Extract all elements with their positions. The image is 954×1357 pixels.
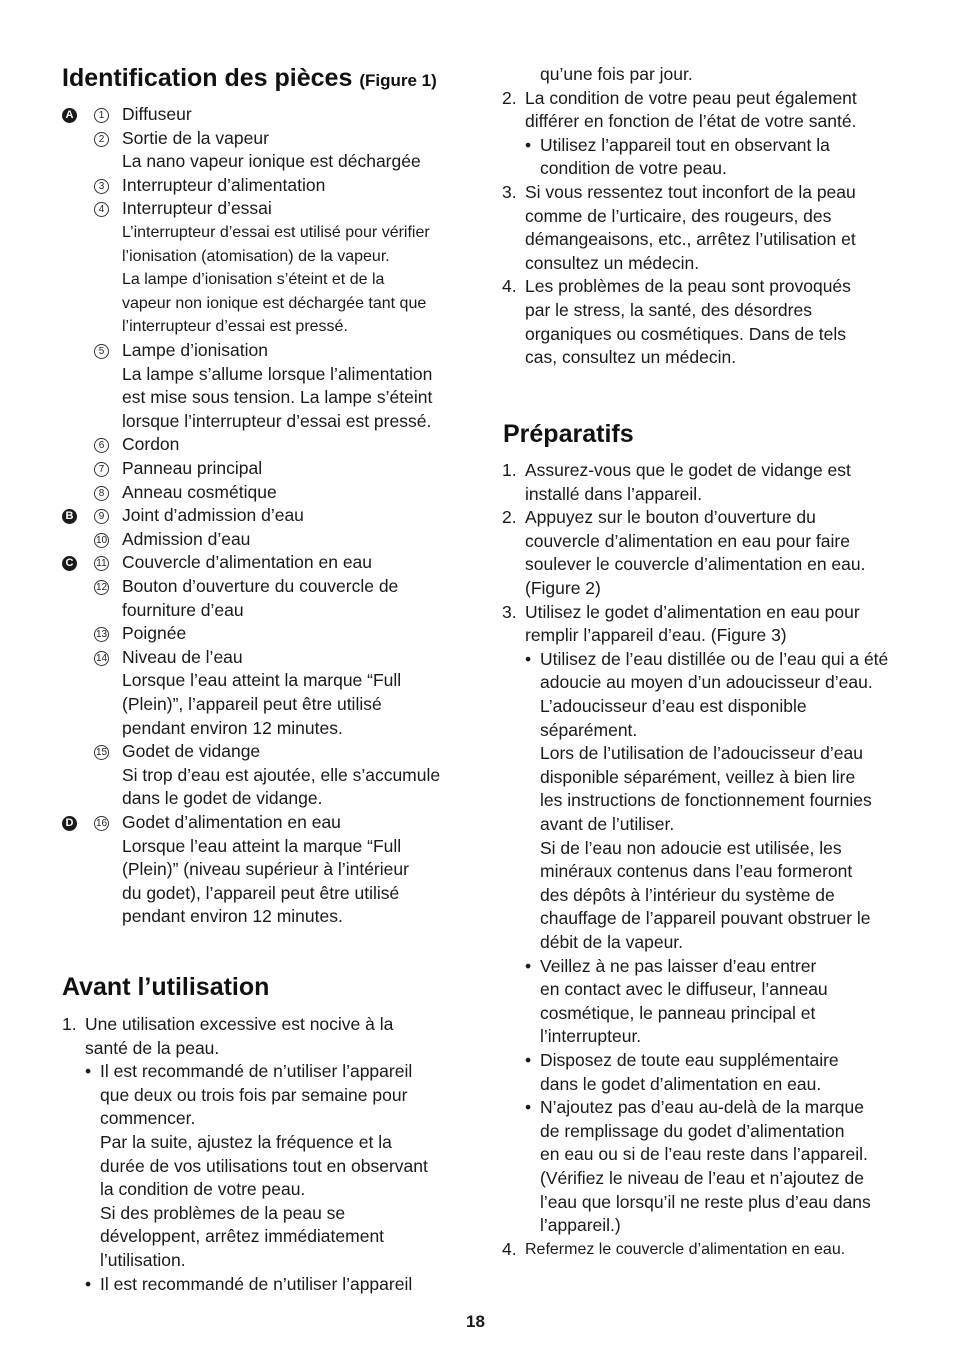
part-text: est mise sous tension. La lampe s’éteint: [122, 387, 433, 408]
part-text: Panneau principal: [122, 458, 263, 478]
list-text: l’utilisation.: [100, 1250, 186, 1270]
part-number-badge: 8: [94, 486, 109, 501]
list-text: L’adoucisseur d’eau est disponible: [540, 696, 807, 716]
list-text: La condition de votre peau peut également: [525, 87, 857, 108]
list-text: Utilisez le godet d’alimentation en eau pour: [525, 601, 860, 622]
part-number-badge: 14: [95, 652, 108, 664]
part-text: l’interrupteur d’essai est pressé.: [122, 318, 348, 336]
list-text: par le stress, la santé, des désordres: [525, 300, 812, 320]
list-text: cas, consultez un médecin.: [525, 347, 737, 368]
part-text: fourniture d’eau: [122, 599, 244, 620]
list-text: Si vous ressentez tout inconfort de la peau: [525, 182, 856, 202]
list-number: 2.: [502, 507, 517, 528]
page-number: 18: [466, 1312, 485, 1331]
list-text: l’appareil.): [540, 1215, 621, 1236]
list-text: installé dans l’appareil.: [525, 483, 703, 504]
list-text: en eau ou si de l’eau reste dans l’appareil.: [540, 1144, 868, 1165]
part-text: Poignée: [122, 623, 187, 644]
list-text: les instructions de fonctionnement fournies: [540, 790, 872, 811]
list-text: minéraux contenus dans l’eau formeront: [540, 861, 853, 882]
part-text: Admission d’eau: [122, 528, 251, 549]
list-text: l’eau que lorsqu’il ne reste plus d’eau dans: [540, 1191, 871, 1212]
part-text: pendant environ 12 minutes.: [122, 717, 343, 738]
figure-reference: (Figure 1): [359, 71, 437, 90]
list-text: cosmétique, le panneau principal et: [540, 1002, 816, 1023]
list-text: Utilisez de l’eau distillée ou de l’eau qui a été: [540, 648, 889, 669]
list-text: durée de vos utilisations tout en observant: [100, 1155, 428, 1176]
list-text: en contact avec le diffuseur, l’anneau: [540, 979, 828, 1000]
list-text: dans le godet d’alimentation en eau.: [540, 1073, 822, 1094]
part-text: La lampe d’ionisation s’éteint et de la: [122, 271, 385, 289]
list-text: santé de la peau.: [85, 1037, 220, 1058]
part-number-badge: 4: [94, 202, 109, 217]
list-text: des dépôts à l’intérieur du système de: [540, 884, 835, 905]
list-text: remplir l’appareil d’eau. (Figure 3): [525, 625, 787, 646]
part-text: du godet), l’appareil peut être utilisé: [122, 882, 400, 903]
part-text: Cordon: [122, 434, 180, 455]
part-text: Niveau de l’eau: [122, 646, 243, 667]
list-number: 4.: [502, 276, 517, 297]
part-text: (Plein)”, l’appareil peut être utilisé: [122, 694, 382, 714]
part-text: Couvercle d’alimentation en eau: [122, 552, 373, 573]
list-text: adoucie au moyen d’un adoucisseur d’eau.: [540, 672, 873, 693]
part-text: Diffuseur: [122, 104, 192, 124]
section-letter-badge: B: [62, 509, 77, 524]
list-text: débit de la vapeur.: [540, 932, 684, 952]
part-text: Sortie de la vapeur: [122, 127, 269, 148]
list-text: avant de l’utiliser.: [540, 814, 675, 834]
list-text: Veillez à ne pas laisser d’eau entrer: [540, 955, 817, 976]
list-text: chauffage de l’appareil pouvant obstruer le: [540, 908, 871, 929]
part-text: Godet d’alimentation en eau: [122, 812, 341, 832]
part-number-badge: 1: [94, 108, 109, 123]
list-text: Refermez le couvercle d’alimentation en eau.: [525, 1240, 846, 1258]
list-text: couvercle d’alimentation en eau pour faire: [525, 530, 850, 551]
section-letter-badge: C: [62, 556, 77, 571]
list-text: Assurez-vous que le godet de vidange est: [525, 460, 851, 480]
list-text: Il est recommandé de n’utiliser l’appareil: [100, 1061, 413, 1082]
part-number-badge: 11: [94, 556, 109, 571]
part-number-badge: 3: [94, 179, 109, 194]
list-text: Si des problèmes de la peau se: [100, 1202, 346, 1223]
list-text: Une utilisation excessive est nocive à la: [85, 1014, 394, 1034]
section-title-preparatifs: Préparatifs: [503, 420, 634, 448]
list-text: démangeaisons, etc., arrêtez l’utilisation et: [525, 229, 856, 250]
part-text: pendant environ 12 minutes.: [122, 906, 343, 927]
list-text: la condition de votre peau.: [100, 1179, 306, 1200]
list-text: Disposez de toute eau supplémentaire: [540, 1050, 839, 1070]
part-text: L’interrupteur d’essai est utilisé pour vérifier: [122, 224, 430, 241]
section-title-text: Identification des pièces: [62, 64, 353, 92]
section-letter-badge: D: [62, 816, 77, 831]
part-number-badge: 5: [94, 344, 109, 359]
bullet-marker: •: [85, 1273, 92, 1294]
part-text: Anneau cosmétique: [122, 481, 277, 502]
list-text: développent, arrêtez immédiatement: [100, 1226, 385, 1247]
list-number: 3.: [502, 182, 517, 202]
part-text: Lorsque l’eau atteint la marque “Full: [122, 835, 402, 856]
list-text: l’interrupteur.: [540, 1026, 642, 1047]
list-text: disponible séparément, veillez à bien lire: [540, 766, 856, 787]
list-number: 4.: [502, 1238, 517, 1259]
list-text: de remplissage du godet d’alimentation: [540, 1120, 845, 1141]
list-text: commencer.: [100, 1108, 196, 1129]
part-number-badge: 16: [95, 818, 108, 829]
part-text: La lampe s’allume lorsque l’alimentation: [122, 363, 433, 384]
part-text: Lorsque l’eau atteint la marque “Full: [122, 670, 402, 691]
part-text: l’ionisation (atomisation) de la vapeur.: [122, 247, 390, 265]
part-text: (Plein)” (niveau supérieur à l’intérieur: [122, 859, 409, 880]
part-number-badge: 12: [95, 582, 108, 593]
part-text: Godet de vidange: [122, 741, 261, 762]
part-text: La nano vapeur ionique est déchargée: [122, 151, 421, 172]
list-text: soulever le couvercle d’alimentation en eau.: [525, 554, 866, 575]
list-text: Par la suite, ajustez la fréquence et la: [100, 1132, 392, 1152]
list-text: Les problèmes de la peau sont provoqués: [525, 276, 851, 297]
list-text: Il est recommandé de n’utiliser l’appareil: [100, 1273, 413, 1294]
list-text: Lors de l’utilisation de l’adoucisseur d’eau: [540, 743, 863, 764]
list-text: (Vérifiez le niveau de l’eau et n’ajoutez de: [540, 1168, 864, 1188]
bullet-marker: •: [85, 1061, 92, 1082]
section-title-identification: [62, 64, 437, 93]
list-text: séparément.: [540, 719, 638, 740]
part-text: Joint d’admission d’eau: [122, 505, 304, 526]
list-text: N’ajoutez pas d’eau au-delà de la marque: [540, 1097, 864, 1118]
list-text: que deux ou trois fois par semaine pour: [100, 1084, 408, 1105]
bullet-marker: •: [525, 134, 532, 155]
part-number-badge: 7: [94, 462, 109, 477]
part-number-badge: 9: [94, 509, 109, 524]
list-text: Appuyez sur le bouton d’ouverture du: [525, 507, 816, 528]
section-letter-badge: A: [62, 108, 77, 123]
list-text: condition de votre peau.: [540, 158, 727, 179]
section-title-avant: Avant l’utilisation: [62, 973, 270, 1001]
part-text: Interrupteur d’essai: [122, 198, 272, 219]
bullet-marker: •: [525, 648, 532, 669]
bullet-marker: •: [525, 955, 532, 976]
list-text: (Figure 2): [525, 578, 601, 598]
bullet-marker: •: [525, 1050, 532, 1070]
part-text: dans le godet de vidange.: [122, 788, 323, 809]
list-text: différer en fonction de l’état de votre santé.: [525, 111, 857, 132]
list-number: 1.: [62, 1014, 77, 1034]
part-number-badge: 15: [95, 747, 108, 759]
part-text: vapeur non ionique est déchargée tant que: [122, 294, 427, 312]
part-text: Interrupteur d’alimentation: [122, 174, 326, 195]
list-text: organiques ou cosmétiques. Dans de tels: [525, 323, 847, 344]
part-text: Bouton d’ouverture du couvercle de: [122, 576, 399, 596]
list-text: qu’une fois par jour.: [540, 64, 693, 84]
part-text: Lampe d’ionisation: [122, 340, 268, 360]
part-text: Si trop d’eau est ajoutée, elle s’accumule: [122, 764, 441, 785]
part-text: lorsque l’interrupteur d’essai est pressé.: [122, 410, 432, 431]
list-text: consultez un médecin.: [525, 252, 700, 273]
part-number-badge: 13: [95, 629, 108, 641]
list-text: Utilisez l’appareil tout en observant la: [540, 134, 830, 155]
list-number: 2.: [502, 87, 517, 108]
list-number: 1.: [502, 460, 517, 480]
part-number-badge: 10: [95, 534, 108, 546]
list-text: comme de l’urticaire, des rougeurs, des: [525, 205, 832, 226]
part-number-badge: 6: [94, 438, 109, 453]
bullet-marker: •: [525, 1097, 532, 1118]
list-text: Si de l’eau non adoucie est utilisée, les: [540, 837, 842, 858]
list-number: 3.: [502, 601, 517, 622]
part-number-badge: 2: [94, 132, 109, 147]
